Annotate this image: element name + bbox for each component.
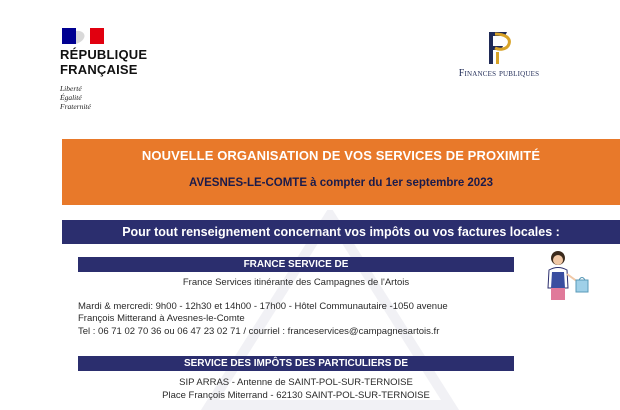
title-banner <box>62 139 620 205</box>
woman-with-bag-illustration <box>538 248 594 302</box>
france-service-address: François Mitterand à Avesnes-le-Comte <box>78 313 245 324</box>
sip-address: Place François Miterrand - 62130 SAINT-POL-SUR-TERNOISE <box>162 390 430 401</box>
banner-title: NOUVELLE ORGANISATION DE VOS SERVICES DE PROXIMITÉ <box>141 148 541 163</box>
rf-motto <box>60 84 91 111</box>
finances-publiques-logo <box>443 28 563 88</box>
section-france-service-title: FRANCE SERVICE DE <box>78 257 514 272</box>
fp-emblem-icon <box>481 28 515 68</box>
banner-subtitle: AVESNES-LE-COMTE à compter du 1er septembre 2023 <box>189 177 493 189</box>
france-service-name: France Services itinérante des Campagnes de l'Artois <box>182 277 410 288</box>
france-service-contact: Tel : 06 71 02 70 36 ou 06 47 23 02 71 / courriel : franceservices@campagnesartois.fr <box>78 326 440 337</box>
info-banner: Pour tout renseignement concernant vos impôts ou vos factures locales : <box>62 220 620 244</box>
rf-name-line2: FRANÇAISE <box>60 62 138 77</box>
motto-egalite: Égalité <box>60 93 82 102</box>
rf-name <box>60 47 147 77</box>
sip-name: SIP ARRAS - Antenne de SAINT-POL-SUR-TERNOISE <box>179 377 413 388</box>
section-sip-title: SERVICE DES IMPÔTS DES PARTICULIERS DE <box>78 356 514 371</box>
motto-fraternite: Fraternité <box>60 102 91 111</box>
marianne-flag-icon <box>62 28 104 44</box>
france-service-hours: Mardi & mercredi: 9h00 - 12h30 et 14h00 - 17h00 - Hôtel Communautaire -1050 avenue <box>78 301 448 312</box>
fp-label: Finances publiques <box>458 68 540 79</box>
motto-liberte: Liberté <box>60 84 82 93</box>
rf-name-line1: RÉPUBLIQUE <box>60 47 148 62</box>
